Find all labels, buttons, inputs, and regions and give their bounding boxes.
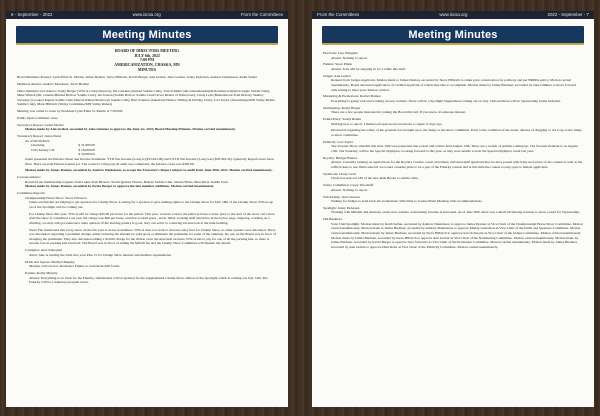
- report-item-text: The Sweater Show attended this June 18th was postponed due to heat and will be held August 13th. There are a couple of permits coming up. The Sweater Pennant is on August 13th. The Saturday, will be the Special Olympics. Looking forward to this year, as they were unable to host the Special Olympics event last year.: [331, 144, 578, 153]
- meeting-heading: [17, 49, 277, 73]
- report-item: [323, 74, 583, 92]
- report-item: [323, 62, 583, 71]
- report-item: [323, 140, 583, 154]
- report-item: [323, 128, 583, 137]
- report-item-label: Old Business:: [323, 217, 343, 222]
- champ-show-text: Steve Fair mentioned that every show on the fair year is down in numbers. WSCA does not want to increase entry fees for Champ Show, so other options were discussed. There was discussion regarding a premium change, either reducing the amount for paid spots or eliminate the premiums for some of the rankings. No one on the Board was in favor of changing the premiums. They also discussed adding a $10.00 charge for the ribbon on in the structural sections. WSCA has to pay for one of all the packing kits, so there is income loss in packing kits involved. The Board was in favor of adding the $20.00 fee and the Champ Show Committee will finalize the details.: [29, 227, 276, 246]
- computer-label: Computer: Alex Kelnquist: [25, 248, 62, 253]
- call-to-order: Meeting was called to order by President Lynn-Ellen St. Martin at 7:00 PM: [17, 109, 123, 114]
- fin-label: Checking: [31, 143, 45, 148]
- report-item: [323, 51, 583, 60]
- report-item-text: Waiting for Judges to send back the evaluations. Will mine to Joanne Brent Meeting with recommendations.: [331, 199, 483, 204]
- committee-reports-label: Committee Reports:: [17, 191, 46, 196]
- report-item-label: Points/Entry: Sandy Roslin: [323, 117, 362, 122]
- fin-value: $ 50,983.02: [78, 152, 95, 157]
- report-item-text: Request from Judges Applicant. Motion made to James Damon, seconded by Steve Hilbrich to strike prior conversation for pathway and per BRPPA policy. Motion carried unanimously. Board discussed application of cardinal applicant of which they like to accomplish. Motion made by James Buchner, seconded by Jake Gimmer to move forward with testing to meet your. Motion carried.: [331, 78, 577, 92]
- left-page-body: [6, 45, 288, 285]
- report-item: [323, 217, 583, 249]
- correspondence-label: Correspondence:: [17, 175, 41, 180]
- left-title-banner: [16, 26, 278, 45]
- computer-text: Alexi: Jake is reading the form into your Plus 15 for Champ Show internet and member requirements.: [29, 252, 172, 257]
- report-item: [323, 117, 583, 126]
- fin-value: $ 16,000.00: [78, 147, 95, 152]
- secretary-report-label: Secretary's Report: Leslie Mosier: [17, 122, 64, 127]
- report-item-text: Absent. Nothing to report.: [331, 55, 368, 60]
- report-item-label: Nominating: Kevin Berger: [323, 105, 361, 110]
- public-comment: Public Open Comment: none: [17, 115, 58, 120]
- other-members: Other members and visitors: Trudy Berger (WSCA Camp Director), Pat Glashen (Annual Saddle Club), Tom Schmitz (All-Glensmanship/Performance/Western Apple Saddle Club), Mike Winick (Mt. Granite/Hunted Hollow Saddle Club), Jan Jenson (Saddle Hollow Saddle Club/Carver Riders of Watertown), Cindy Leib (Beldenbrook Trail Riders), Shelley Sweeney (Crooked Rapids Saddle Club/ Dakota Riders/Shadowyn Saddle Club), Bert Soutiere (Jakesland Hollow Sidling & Driving Club), Lori Taylor (Stonebridge/MN Valley Riders Saddle Club), Mark Hilbrich (Sibley Committee/MN Valley Riders): [17, 88, 275, 107]
- drills-label: Drills and Spaces: Marilyn Murphy: [25, 259, 75, 264]
- report-item: [323, 106, 583, 115]
- right-title-banner: [322, 26, 584, 45]
- meeting-heading-line: MINUTES: [137, 67, 157, 72]
- left-page: [6, 11, 288, 407]
- treasurer-report-label: Treasurer's Report: Jenna Durst: [17, 134, 62, 139]
- report-item-label: Scholarship: Jean Gleason: [323, 194, 360, 199]
- report-item: [323, 156, 583, 170]
- report-item-label: Judges: Ann Grebel: [323, 73, 351, 78]
- equine-label: Equine: Kathy Murphy: [25, 271, 58, 276]
- champ-show-text: For Champ Show this year, WSCA will be charge $45.00 per horse for the pellets. This year, we have to have the pellet set base to have prior to the start of the show can't show after the show is completed. Last year the charge was $60 per horse, and that worked great - show. Other working stuff should be in the bylaw page. Ongoing, working on a dividing, we may still get someone's other opinion. If the shaving quality is good, they can sell it to a shaving kit and look at the bulk bedding.: [29, 211, 275, 225]
- right-header-section: From the Committees: [317, 12, 360, 17]
- report-item-text: Absent. Tom will be stepping in for a while this term.: [331, 66, 406, 71]
- report-item-label: Fatkins: Steve Plank: [323, 62, 352, 67]
- report-item-text: Discussion regarding the safety of the grounds was brought up to the Judge or the show committee. Each to the condition of the arena, discuss of dragging or not is up to the Judge or show committee.: [331, 128, 582, 138]
- left-header-section: From the Committees: [240, 12, 283, 17]
- meeting-heading-line: 7:00 PM: [139, 58, 155, 63]
- report-item-label: Marketing & Promotions: Rachel Damon: [323, 94, 381, 99]
- meeting-heading-line: BOARD OF DIRECTORS MEETING: [114, 49, 180, 53]
- report-item-label: Publicity: Lori Taylor: [323, 139, 354, 144]
- report-item: [323, 172, 583, 181]
- report-item-text: Absent. Nothing to report.: [331, 187, 368, 192]
- financial-table: [17, 143, 277, 157]
- right-header-website: www.iscsa.org: [439, 12, 468, 17]
- report-item-text: Absent. Currently running on applications for the Royalty Contest. Great advertised, still send until applicant that we have posted which has each place of the contest as well as the raffle tickets to see. Bella asked if we would consider prize to be a part of the Futurity contest and at this time the contest is only open to female applicants.: [331, 160, 583, 169]
- meeting-heading-line: JULY 6th, 2022: [134, 53, 160, 58]
- drills-text: Marilyn will travel to Rochester Equine to train them drill forms.: [29, 264, 121, 269]
- correspondence-text: Received ten membership requests from Lakes Trail Blazers, Storm Quarter Horses, Beltran Saddle Club, Sandra Hicks, Bear River Saddle Club.: [25, 179, 229, 184]
- left-header-date: 6 - September - 2022: [11, 12, 53, 17]
- members-absent: Members Absent: Andrew Moschner, Steve Hedlon: [17, 81, 90, 86]
- secretary-motion: Motion made by Ann Grebel, seconded by Jake Gimmer to approve the June 1st, 2022, Board Meeting Minutes. Motion carried unanimously.: [25, 127, 236, 132]
- right-header-date: 2022 - September - 7: [547, 12, 589, 17]
- champ-show-text: James and Rachel are helping to get sponsors for Champ Show. Looking for a sponsor to give naming rights to the Champ Show for $10/ 18th of the Champ Show. Follow-up on of the Spotlight will be coming out.: [29, 200, 274, 209]
- report-item: [323, 94, 583, 103]
- meeting-heading-line: AMERICANIZATION, CHASKA, MN: [114, 63, 180, 68]
- members-present: Board Members Present: Lynn-Ellen St. Martin, James Damon, Steve Hilbrich, Kevin Berger, Ann Grebel, Jake Gordon, Jenny Pedersen, Andrew Danielsson, Keith Sether: [17, 75, 258, 80]
- report-item-label: Spotlight: Jenny Pedersen: [323, 205, 360, 210]
- left-page-header: [6, 11, 288, 19]
- correspondence-motion: Motion made by James Damon, seconded by Kevin Berger to approve the late member additions. Motion carried unanimously.: [25, 184, 215, 189]
- right-page-header: [312, 11, 594, 19]
- fin-label: CD's Money CD: [31, 147, 55, 152]
- treasurer-as-of: As of 06/30/2022: [25, 138, 50, 143]
- treasurer-motion: Motion made by James Damon, seconded by Andrew Danielsson, to accept the Treasurer's Report subject to audit from June 30th, 2022. Motion carried unanimously.: [25, 168, 273, 173]
- report-item-text: There are a few people interested in joining the Board this fall. If you know of someone interest.: [331, 110, 466, 115]
- report-item-label: Royalty: Bridget Bilawa: [323, 155, 358, 160]
- fin-value: $ 31,983.00: [78, 143, 95, 148]
- report-item: [323, 183, 583, 192]
- right-page-title: Meeting Minutes: [408, 28, 498, 41]
- report-item-text: Working with Mindall and Anthony on the new website. Advertising revenue is increased. As of June 30th, there was a small advertising revenue to show a need for Sponsorship.: [331, 210, 580, 215]
- report-item-text: Everything is going well and working on new website. There will be a Spotlight Supplement coming out on July 14th and there will be Sponsorship forms included.: [331, 98, 561, 103]
- treasurer-text: Jenna presented the Balance Sheet and Income Statement. YTD Net Income (Loss) is ($55,625.00) and LYTD Net Income (Loss) was ($58,363.32). Quarterly Reports have been filed. There are paid Herald Journal yet. The worker's comp payroll audit was completed, the balance owed was $302.00.: [25, 157, 274, 166]
- report-item-text: Cindy has sent out 182 of the new Rule Books to saddle clubs.: [331, 176, 419, 181]
- champ-show-label: Championship Horse Show: Steve Tillotson: [25, 195, 87, 200]
- report-item-label: Elections: Lisa Wangelin: [323, 51, 359, 55]
- right-page-body: [312, 45, 594, 249]
- equine-text: Absent: Everything is on track for the Futurity. Information will be updated for the supplemental Champ Show edition of the Spotlight which is coming out July 14th. The Futurity will be a Saturday program event.: [29, 275, 268, 285]
- report-item-label: Safety Committee: Casey Woodruff: [323, 183, 374, 188]
- report-item-text: Vote: Unit Spotlight. Motion made by Keith Sether, seconded by Andrew Danielsson to approve James Donner as Vice Chair of the Championship Horse Show Committee. Motion carried unanimously. Motion made to James Buchner, seconded by Andrew Danielsson to approve Mandy Gustafson as Vice Chair of the Drills and Sponsors Committee. Motion carried unanimously. Motion made by James Buchner, seconded by Steve Hilbrich to approve Sara Schwartz as Vice Chair of the Judges Committee. Motion carried unanimously. Motion made by James Buchner, seconded by Steve Hilbrich to approve Ann Grebel as Vice Chair of the Nominating Committee. Motion carried unanimously. Motion made by James Buchner, seconded by Kevin Berger to approve Sara Schwartz as Vice Chair of the Promotion Committee. Motion carried unanimously. Motion made by James Buchner, seconded by Ann Grebel to approve Dani Robe as Vice Chair of the Publicity Committee. Motion carried unanimously.: [331, 221, 583, 249]
- report-item: [323, 206, 583, 215]
- right-page: [312, 11, 594, 407]
- report-item-text: Nothing new to report. I mailed out approved powerdown a couple of days ago.: [331, 121, 443, 126]
- left-page-title: Meeting Minutes: [102, 28, 192, 41]
- report-item-label: Stylebook: Cindy Ladd: [323, 171, 356, 176]
- left-header-website: www.iscsa.org: [132, 12, 161, 17]
- report-item: [323, 195, 583, 204]
